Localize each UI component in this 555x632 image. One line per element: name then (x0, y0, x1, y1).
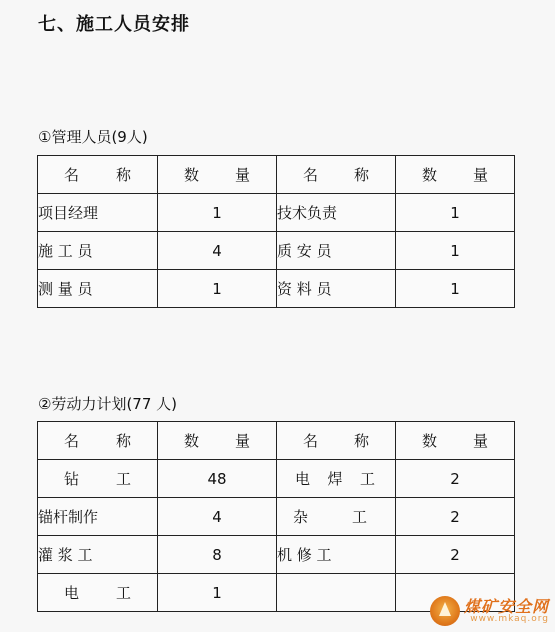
role-cell: 灌 浆 工 (38, 536, 158, 574)
table-row (38, 460, 515, 498)
role-char: 电 (295, 470, 311, 488)
table-row (38, 232, 515, 270)
role-char: 电 (64, 584, 80, 602)
header-name-a: 名 (64, 166, 80, 184)
table-row (38, 270, 515, 308)
table-row (38, 536, 515, 574)
count-cell: 2 (396, 498, 515, 536)
watermark-name: 煤矿安全网 (463, 596, 549, 616)
role-char: 工 (359, 470, 375, 488)
labor-plan-table (37, 421, 515, 612)
section-management-label: ①管理人员(9人) (38, 128, 148, 146)
flame-logo-icon (430, 596, 460, 626)
header-name-b: 称 (353, 166, 369, 184)
role-cell: 锚杆制作 (38, 498, 158, 536)
role-cell: 质 安 员 (277, 232, 396, 270)
count-cell: 1 (158, 574, 277, 612)
header-name-a: 名 (303, 166, 319, 184)
header-qty-b: 量 (472, 432, 488, 450)
header-qty-a: 数 (184, 166, 200, 184)
header-qty-b: 量 (234, 432, 250, 450)
count-cell: 1 (158, 270, 277, 308)
header-qty-a: 数 (422, 166, 438, 184)
table-header-row (38, 156, 515, 194)
header-name-b: 称 (353, 432, 369, 450)
page-title: 七、施工人员安排 (38, 14, 190, 35)
role-char: 工 (351, 508, 367, 526)
watermark (430, 596, 549, 626)
role-char: 钻 (64, 470, 80, 488)
role-cell: 机 修 工 (277, 536, 396, 574)
count-cell: 1 (158, 194, 277, 232)
count-cell: 2 (396, 536, 515, 574)
count-cell: 4 (158, 498, 277, 536)
role-cell (277, 574, 396, 612)
header-name-a: 名 (64, 432, 80, 450)
header-qty-a: 数 (184, 432, 200, 450)
count-cell: 1 (396, 194, 515, 232)
header-name-b: 称 (115, 166, 131, 184)
header-name-a: 名 (303, 432, 319, 450)
table-row (38, 194, 515, 232)
header-qty-b: 量 (472, 166, 488, 184)
count-cell: 1 (396, 232, 515, 270)
count-cell: 4 (158, 232, 277, 270)
count-cell: 2 (396, 460, 515, 498)
role-char: 工 (115, 584, 131, 602)
watermark-url: www.mkaq.org (470, 613, 549, 624)
role-cell: 测 量 员 (38, 270, 158, 308)
role-char: 杂 (293, 508, 309, 526)
role-cell: 施 工 员 (38, 232, 158, 270)
table-header-row (38, 422, 515, 460)
role-cell: 项目经理 (38, 194, 158, 232)
role-char: 焊 (327, 470, 343, 488)
header-qty-a: 数 (422, 432, 438, 450)
count-cell: 48 (158, 460, 277, 498)
header-qty-b: 量 (234, 166, 250, 184)
table-row (38, 498, 515, 536)
role-cell: 技术负责 (277, 194, 396, 232)
management-staff-table (37, 155, 515, 308)
role-char: 工 (115, 470, 131, 488)
role-cell: 资 料 员 (277, 270, 396, 308)
count-cell: 1 (396, 270, 515, 308)
header-name-b: 称 (115, 432, 131, 450)
section-labor-label: ②劳动力计划(77 人) (38, 395, 178, 413)
count-cell: 8 (158, 536, 277, 574)
